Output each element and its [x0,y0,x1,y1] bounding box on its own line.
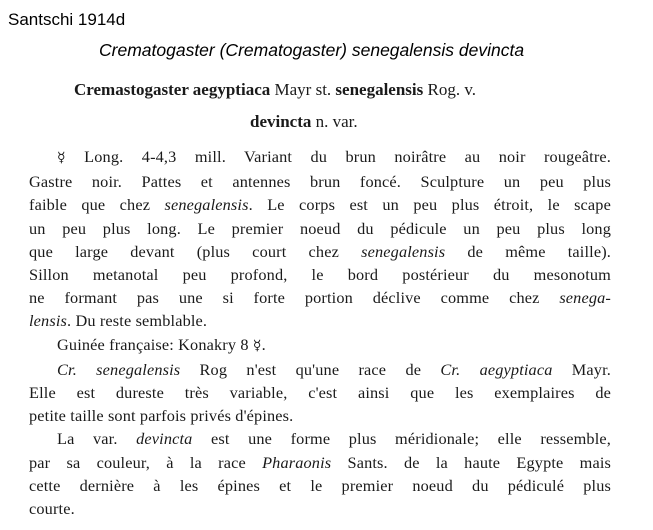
text-span: . Le corps est un peu plus étroit, le scape [248,195,611,215]
text-line: un peu plus long. Le premier noeud du pédicule un peu plus long [29,218,611,238]
paragraph-worker-description [29,145,611,333]
text-span: La var. [57,429,137,449]
text-line [29,145,611,170]
description-body [29,145,611,520]
text-span: est une forme plus méridionale; elle ressemble, [192,429,611,449]
text-line: Sillon metanotal peu profond, le bord postérieur du mesonotum [29,265,611,285]
paragraph-taxonomic-note [29,358,611,428]
text-line: cette dernière à les épines et le premier noeud du pédiculé plus [29,475,611,495]
paragraph-locality [29,333,611,358]
heading-line-2 [74,106,584,138]
italic-span: lensis [29,311,67,331]
text-span: Long. 4-4,3 mill. Variant du brun noirâtre au noir rougeâtre. [65,147,611,166]
text-span: par sa couleur, à la race [29,452,263,472]
text-span: ne formant pas une si forte portion déclive comme chez [29,288,560,308]
text-line: petite taille sont parfois privés d'épines. [29,406,294,426]
source-citation: Santschi 1914d [8,10,126,29]
italic-span: Pharaonis [262,452,332,472]
text-line [29,333,611,358]
text-span: Sants. de la haute Egypte mais [331,452,611,472]
heading-genus: Cremastogaster aegyptiaca [74,80,271,99]
text-span: Mayr. [552,359,611,379]
italic-span: senegalensis [361,241,446,261]
text-span: que large devant (plus court chez [29,241,362,261]
text-span: Rog n'est qu'une race de [180,359,441,379]
paragraph-comparison [29,427,611,520]
text-line: Gastre noir. Pattes et antennes brun foncé. Sculpture un peu plus [29,172,611,192]
heading-status: n. var. [311,112,358,131]
worker-symbol-icon: ☿ [252,337,262,354]
heading-author-2: Rog. v. [423,80,477,99]
text-line [29,193,611,216]
heading-author-1: Mayr st. [270,80,336,99]
text-span: . [261,334,266,354]
heading-line-1 [74,80,476,99]
italic-span: Cr. aegyptiaca [440,359,553,379]
text-span: de même taille). [445,241,611,261]
taxon-name: Crematogaster (Crematogaster) senegalensis devincta [99,40,525,60]
text-line: courte. [29,499,75,519]
text-line: Elle est dureste très variable, c'est ainsi que les exemplaires de [29,383,611,403]
text-line [29,451,611,474]
heading-species: senegalensis [335,80,424,99]
worker-symbol-icon: ☿ [57,150,66,166]
text-line [29,309,611,332]
italic-span: Cr. senegalensis [57,359,181,379]
italic-span: senega- [559,288,611,308]
text-line [29,240,611,263]
italic-span: senegalensis [164,195,249,215]
text-span: . Du reste semblable. [67,311,208,331]
heading-variety: devincta [250,112,312,131]
text-span: faible que chez [29,195,165,215]
text-line [29,358,611,381]
text-line [29,286,611,309]
text-line [29,427,611,450]
description-heading [74,74,584,138]
italic-span: devincta [136,429,193,449]
text-span: Guinée française: Konakry 8 [57,334,253,354]
